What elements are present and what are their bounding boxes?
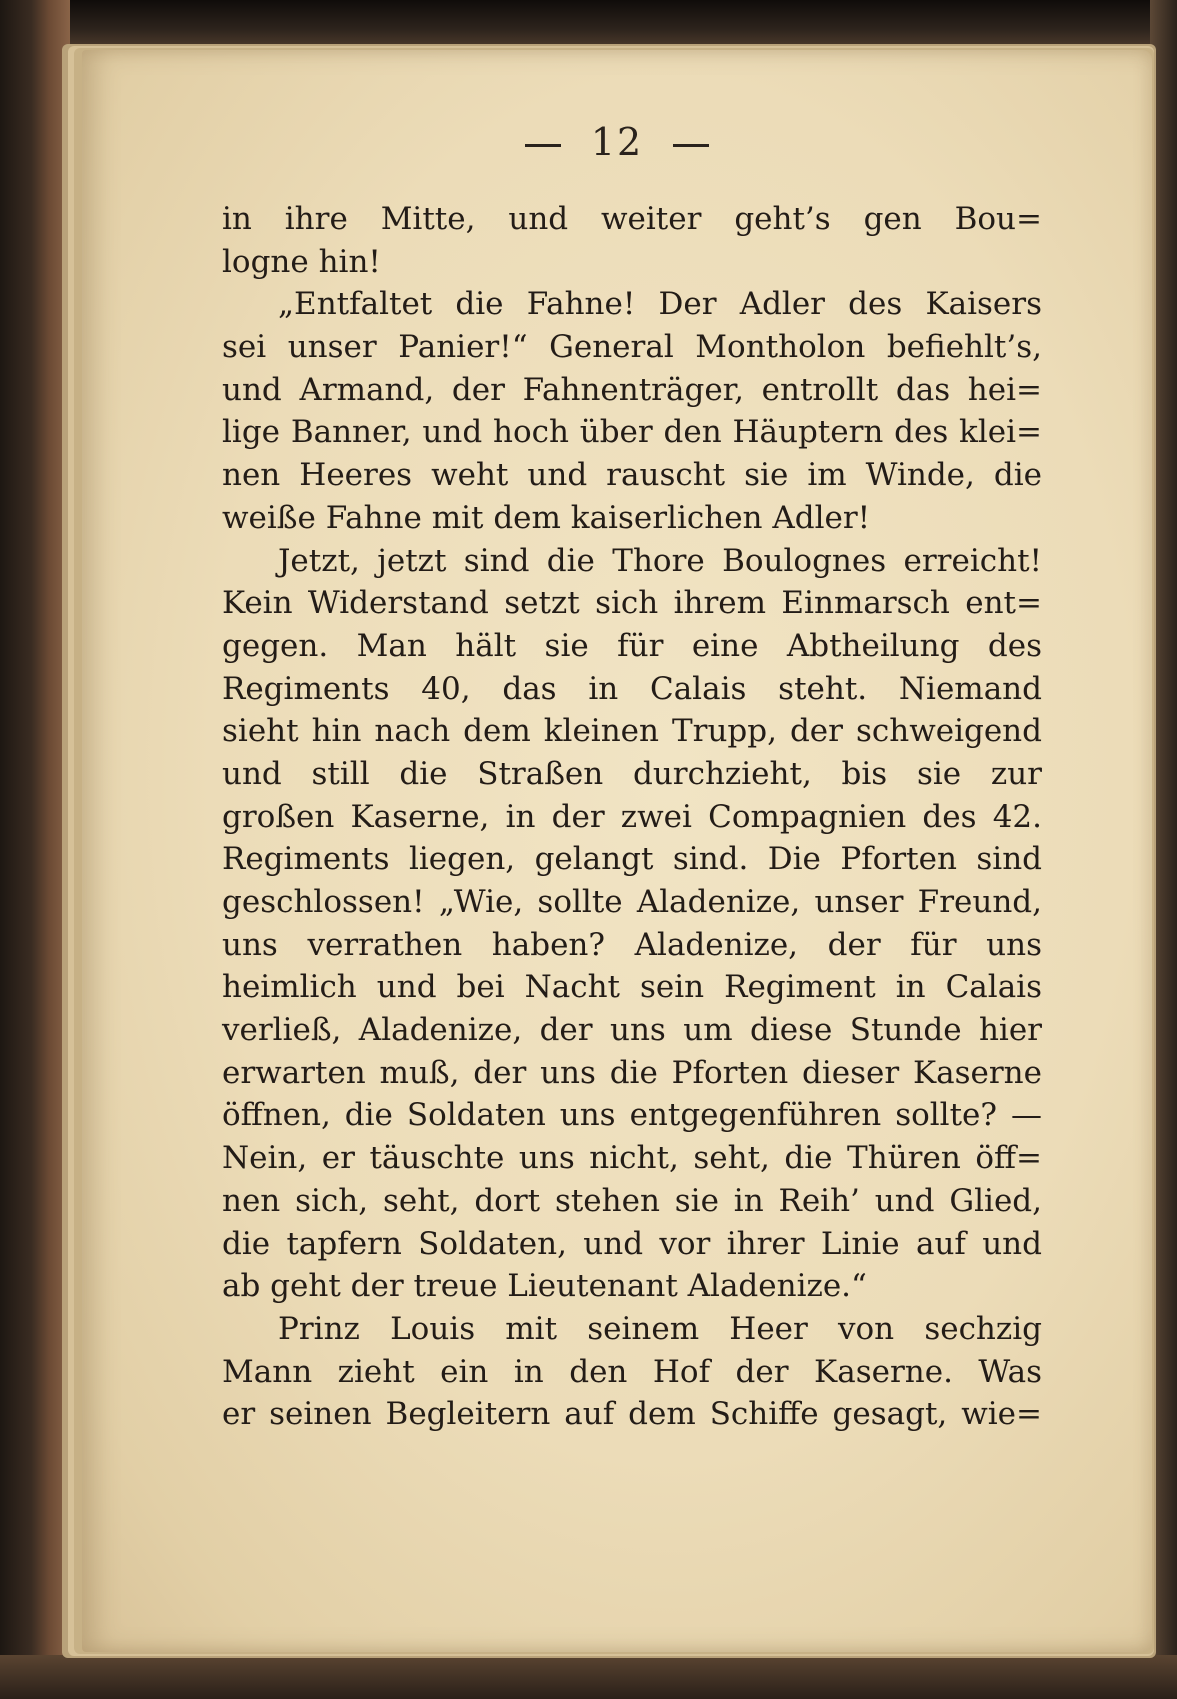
text-line: Nein, er täuschte uns nicht, seht, die Thüren öff= [222,1140,1042,1177]
text-line: geschlossen! „Wie, sollte Aladenize, unser Freund, [222,884,1042,920]
text-line: er seinen Begleitern auf dem Schiffe gesagt, wie= [222,1396,1042,1433]
page-number: 12 [590,120,644,164]
text-line: uns verrathen haben? Aladenize, der für uns [222,926,1042,963]
text-line: Regiments 40, das in Calais steht. Niemand [222,670,1042,707]
text-line: sei unser Panier!“ General Montholon befiehlt’s, [222,329,1042,366]
text-line: weiße Fahne mit dem kaiserlichen Adler! [222,499,871,536]
text-line: gegen. Man hält sie für eine Abtheilung des [222,627,1042,664]
text-line: Kein Widerstand setzt sich ihrem Einmarsch ent= [222,585,1042,622]
text-line: Jetzt, jetzt sind die Thore Boulognes erreicht! [278,542,1042,579]
book-page [82,50,1152,1652]
text-line: großen Kaserne, in der zwei Compagnien des 42. [222,798,1042,835]
dash-left [525,144,561,147]
book-spine [0,0,70,1699]
text-line: die tapfern Soldaten, und vor ihrer Linie auf und [222,1225,1042,1262]
text-line: Prinz Louis mit seinem Heer von sechzig [278,1310,1042,1347]
text-line: lige Banner, und hoch über den Häuptern des klei= [222,414,1042,451]
text-line: Regiments liegen, gelangt sind. Die Pforten sind [222,841,1042,878]
text-line: heimlich und bei Nacht sein Regiment in Calais [222,969,1042,1006]
book-cover-bottom [0,1655,1177,1699]
text-line: sieht hin nach dem kleinen Trupp, der schweigend [222,713,1042,750]
text-line: nen Heeres weht und rauscht sie im Winde, die [222,457,1042,494]
text-line: in ihre Mitte, und weiter geht’s gen Bou= [222,201,1042,237]
text-line: Mann zieht ein in den Hof der Kaserne. Was [222,1353,1042,1390]
text-line: und still die Straßen durchzieht, bis sie zur [222,755,1042,792]
text-line: logne hin! [222,243,381,280]
text-line: erwarten muß, der uns die Pforten dieser Kaserne [222,1054,1042,1091]
text-line: ab geht der treue Lieutenant Aladenize.“ [222,1268,867,1305]
text-line: öffnen, die Soldaten uns entgegenführen sollte? — [222,1097,1042,1134]
page-number-header [82,120,1152,164]
book-cover-top [0,0,1177,48]
body-text [222,198,1042,1436]
text-line: und Armand, der Fahnenträger, entrollt das hei= [222,371,1042,408]
text-line: „Entfaltet die Fahne! Der Adler des Kaisers [278,286,1042,323]
dash-right [673,144,709,147]
text-line: nen sich, seht, dort stehen sie in Reih’ und Glied, [222,1182,1042,1219]
text-line: verließ, Aladenize, der uns um diese Stunde hier [222,1012,1042,1049]
